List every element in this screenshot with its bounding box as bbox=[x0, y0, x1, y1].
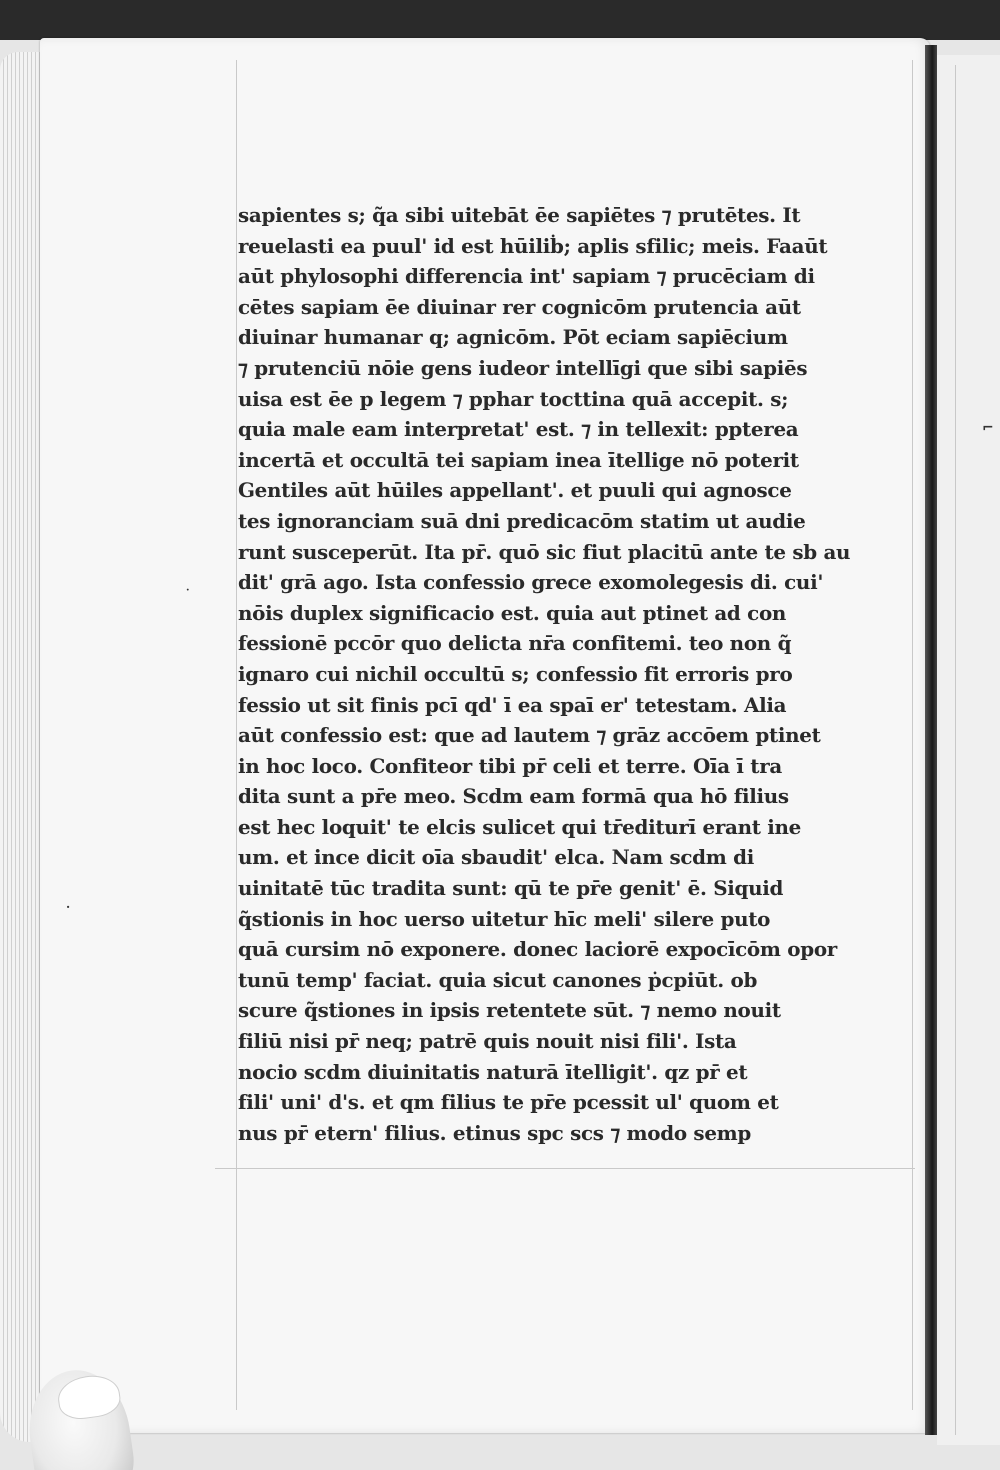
text-line: fessionē pccōr quo delicta nr̄a confitemi. teo non q̃ bbox=[238, 631, 792, 656]
text-line: nus pr̄ etern' filius. etinus spc scs ⁊ modo semp bbox=[238, 1120, 752, 1145]
ruling-line-bottom bbox=[215, 1168, 915, 1169]
margin-dot: · bbox=[66, 900, 71, 914]
margin-dot: · bbox=[186, 585, 190, 596]
text-line: tes ignoranciam suā dni predicacōm statim ut audie bbox=[238, 508, 806, 533]
text-line: tunū temp' faciat. quia sicut canones ṗcpiūt. ob bbox=[238, 967, 758, 992]
text-line: scure q̃stiones in ipsis retentete sūt. ⁊ nemo nouit bbox=[238, 998, 781, 1023]
text-line: runt susceperūt. Ita pr̄. quō sic fiut placitū ante te sb au bbox=[238, 539, 851, 564]
text-line: reuelasti ea puul' id est hūiliḃ; aplis sfilic; meis. Faaūt bbox=[238, 233, 828, 258]
text-line: incertā et occultā tei sapiam inea ītellige nō poterit bbox=[238, 447, 799, 472]
text-line: ignaro cui nichil occultū s; confessio fit erroris pro bbox=[238, 661, 793, 686]
text-line: ⁊ prutenciū nōie gens iudeor intellīgi que sibi sapiēs bbox=[238, 355, 808, 380]
binding-gutter bbox=[925, 45, 937, 1435]
text-line: nōis duplex significacio est. quia aut ptinet ad con bbox=[238, 600, 787, 625]
text-line: est hec loquit' te elcis sulicet qui tr̄editurī erant ine bbox=[238, 814, 802, 839]
next-page-edge bbox=[937, 55, 1000, 1445]
margin-tick: ⌐ bbox=[982, 420, 994, 436]
text-line: dit' grā ago. Ista confessio grece exomolegesis di. cui' bbox=[238, 570, 824, 595]
ruling-line-left bbox=[236, 60, 237, 1410]
text-line: quia male eam interpretat' est. ⁊ in tellexit: ppterea bbox=[238, 417, 799, 442]
text-line: uinitatē tūc tradita sunt: qū te pr̄e genit' ē. Siquid bbox=[238, 876, 784, 901]
text-line: aūt phylosophi differencia int' sapiam ⁊ prucēciam di bbox=[238, 264, 815, 289]
text-line: filiū nisi pr̄ neq; patrē quis nouit nisi fili'. Ista bbox=[238, 1029, 737, 1054]
text-line: sapientes s; q̃a sibi uitebāt ēe sapiētes ⁊ prutētes. It bbox=[238, 203, 801, 227]
text-line: diuinar humanar q; agnicōm. Pōt eciam sapiēcium bbox=[238, 325, 788, 350]
text-line: Gentiles aūt hūiles appellant'. et puuli qui agnosce bbox=[238, 478, 792, 503]
text-line: uisa est ēe p legem ⁊ pphar tocttina quā accepit. s; bbox=[238, 386, 789, 411]
text-line: um. et ince dicit oīa sbaudit' elca. Nam scdm di bbox=[238, 845, 754, 870]
text-line: nocio scdm diuinitatis naturā ītelligit'. qz pr̄ et bbox=[238, 1059, 748, 1084]
text-line: quā cursim nō exponere. donec laciorē expocīcōm opor bbox=[238, 937, 837, 962]
text-line: fessio ut sit finis pcī qd' ī ea spaī er' tetestam. Alia bbox=[238, 692, 787, 717]
text-line: dita sunt a pr̄e meo. Scdm eam formā qua hō filius bbox=[238, 784, 789, 809]
text-line: in hoc loco. Confiteor tibi pr̄ celi et terre. Oīa ī tra bbox=[238, 753, 782, 778]
text-line: fili' uni' d's. et qm filius te pr̄e pcessit ul' quom et bbox=[238, 1090, 779, 1115]
text-line: cētes sapiam ēe diuinar rer cognicōm prutencia aūt bbox=[238, 294, 801, 319]
manuscript-text-block bbox=[238, 200, 918, 1148]
text-line: aūt confessio est: que ad lautem ⁊ grāz accōem ptinet bbox=[238, 723, 821, 748]
text-line: q̃stionis in hoc uerso uitetur hīc meli' silere puto bbox=[238, 906, 771, 931]
